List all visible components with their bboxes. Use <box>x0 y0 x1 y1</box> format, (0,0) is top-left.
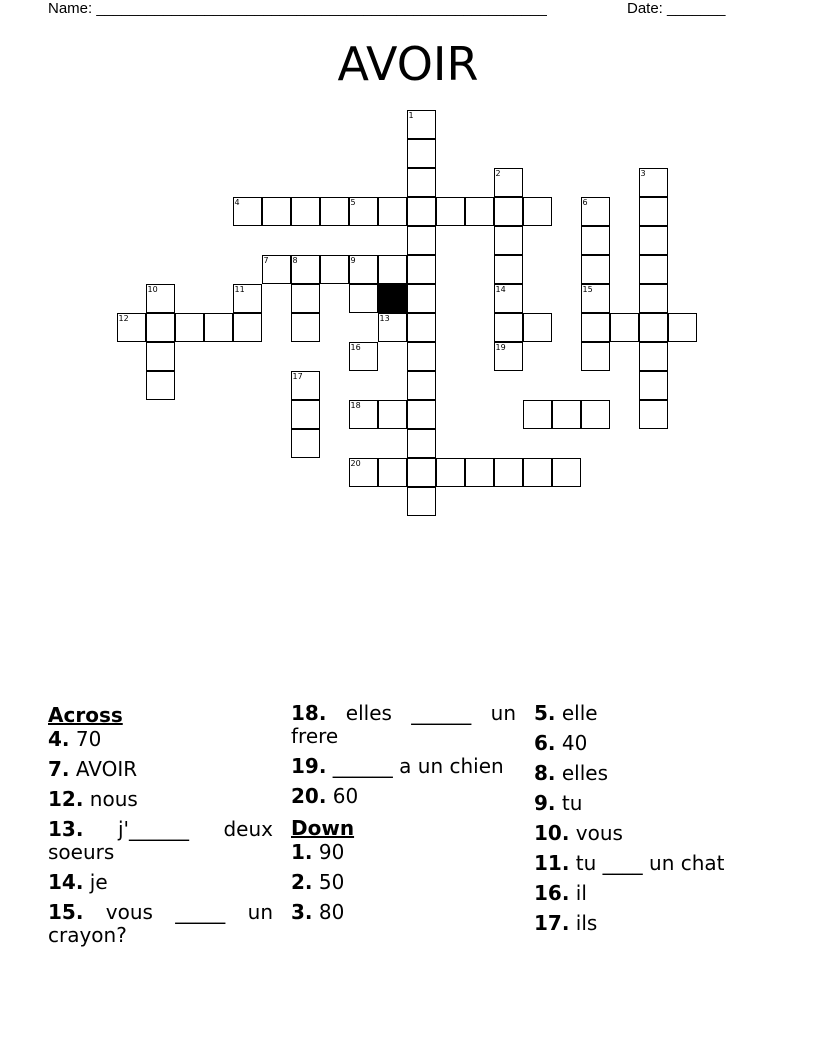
cell-number: 18 <box>350 401 361 410</box>
crossword-cell <box>320 255 349 284</box>
crossword-cell <box>465 197 494 226</box>
clue-text: ils <box>575 911 598 935</box>
cell-number: 6 <box>582 198 588 207</box>
crossword-cell <box>407 139 436 168</box>
crossword-cell <box>581 255 610 284</box>
clue-across-15 <box>48 901 273 947</box>
crossword-cell <box>407 429 436 458</box>
name-field-label: Name: ______________________________________________________ <box>48 0 547 17</box>
clue-text: elles <box>561 761 609 785</box>
clue-text: elles ______ un frere <box>291 701 516 748</box>
clue-text: 50 <box>318 870 345 894</box>
crossword-cell <box>407 284 436 313</box>
clue-text: vous <box>575 821 623 845</box>
page-title: AVOIR <box>337 37 479 91</box>
clue-text: 90 <box>318 840 345 864</box>
cell-number: 4 <box>234 198 240 207</box>
crossword-cell <box>581 284 610 313</box>
clue-number: 14. <box>48 870 84 894</box>
crossword-cell <box>146 313 175 342</box>
clue-down-1 <box>291 841 516 864</box>
clues-column-3 <box>534 702 774 942</box>
clue-number: 6. <box>534 731 556 755</box>
clue-number: 18. <box>291 701 327 725</box>
crossword-cell <box>291 284 320 313</box>
cell-number: 17 <box>292 372 303 381</box>
crossword-cell <box>523 197 552 226</box>
crossword-cell <box>291 313 320 342</box>
clue-text: 80 <box>318 900 345 924</box>
crossword-cell <box>378 458 407 487</box>
crossword-cell <box>349 255 378 284</box>
clue-across-14 <box>48 871 273 894</box>
crossword-cell <box>407 255 436 284</box>
crossword-cell <box>378 197 407 226</box>
clue-text: 70 <box>75 727 102 751</box>
crossword-cell <box>610 313 639 342</box>
cell-number: 14 <box>495 285 506 294</box>
clue-number: 9. <box>534 791 556 815</box>
clue-text: je <box>89 870 108 894</box>
cell-number: 2 <box>495 169 501 178</box>
clue-down-10 <box>534 822 774 845</box>
crossword-cell <box>146 371 175 400</box>
crossword-cell <box>146 284 175 313</box>
crossword-cell <box>668 313 697 342</box>
crossword-cell <box>291 255 320 284</box>
crossword-cell <box>639 313 668 342</box>
crossword-cell <box>204 313 233 342</box>
clue-across-4 <box>48 728 273 751</box>
crossword-cell <box>552 458 581 487</box>
clue-across-19 <box>291 755 516 778</box>
crossword-cell <box>639 255 668 284</box>
down-heading: Down <box>291 816 355 840</box>
clue-down-6 <box>534 732 774 755</box>
crossword-cell <box>465 458 494 487</box>
clue-across-12 <box>48 788 273 811</box>
crossword-cell <box>378 255 407 284</box>
clue-across-20 <box>291 785 516 808</box>
crossword-cell <box>436 197 465 226</box>
crossword-cell <box>378 400 407 429</box>
clue-down-11 <box>534 852 774 875</box>
clue-number: 3. <box>291 900 313 924</box>
clue-number: 11. <box>534 851 570 875</box>
crossword-cell <box>639 284 668 313</box>
crossword-cell <box>407 342 436 371</box>
crossword-cell <box>407 168 436 197</box>
crossword-cell <box>407 313 436 342</box>
clue-text: nous <box>89 787 138 811</box>
cell-number: 11 <box>234 285 245 294</box>
clue-number: 1. <box>291 840 313 864</box>
cell-number: 3 <box>640 169 646 178</box>
cell-number: 8 <box>292 256 298 265</box>
clue-across-18 <box>291 702 516 748</box>
crossword-cell <box>349 284 378 313</box>
cell-number: 5 <box>350 198 356 207</box>
clue-text: tu ____ un chat <box>575 851 725 875</box>
crossword-cell <box>494 458 523 487</box>
clue-number: 20. <box>291 784 327 808</box>
clue-down-9 <box>534 792 774 815</box>
crossword-cell <box>233 197 262 226</box>
crossword-cell <box>494 226 523 255</box>
crossword-cell <box>494 168 523 197</box>
crossword-cell <box>262 197 291 226</box>
cell-number: 13 <box>379 314 390 323</box>
crossword-cell <box>639 400 668 429</box>
crossword-cell <box>262 255 291 284</box>
crossword-cell <box>407 487 436 516</box>
crossword-cell <box>291 429 320 458</box>
clue-text: 40 <box>561 731 588 755</box>
crossword-cell <box>407 371 436 400</box>
crossword-cell <box>523 313 552 342</box>
clue-number: 10. <box>534 821 570 845</box>
clue-across-7 <box>48 758 273 781</box>
cell-number: 1 <box>408 111 414 120</box>
crossword-cell <box>349 342 378 371</box>
cell-number: 20 <box>350 459 361 468</box>
clue-text: ______ a un chien <box>332 754 504 778</box>
crossword-cell <box>523 400 552 429</box>
crossword-cell <box>581 197 610 226</box>
clue-number: 12. <box>48 787 84 811</box>
blocked-cell <box>378 284 407 313</box>
crossword-cell <box>581 313 610 342</box>
cell-number: 10 <box>147 285 158 294</box>
clue-number: 19. <box>291 754 327 778</box>
crossword-cell <box>407 400 436 429</box>
crossword-cell <box>639 342 668 371</box>
clue-text: vous _____ un crayon? <box>48 900 274 947</box>
cell-number: 19 <box>495 343 506 352</box>
crossword-cell <box>146 342 175 371</box>
crossword-cell <box>117 313 146 342</box>
clue-number: 16. <box>534 881 570 905</box>
clues-column-2 <box>291 702 516 931</box>
crossword-cell <box>494 284 523 313</box>
crossword-cell <box>494 342 523 371</box>
cell-number: 16 <box>350 343 361 352</box>
crossword-cell <box>233 284 262 313</box>
crossword-cell <box>233 313 262 342</box>
crossword-cell <box>407 110 436 139</box>
crossword-cell <box>639 371 668 400</box>
crossword-cell <box>378 313 407 342</box>
crossword-cell <box>494 197 523 226</box>
clue-text: elle <box>561 701 598 725</box>
crossword-cell <box>581 342 610 371</box>
crossword-cell <box>523 458 552 487</box>
clue-down-5 <box>534 702 774 725</box>
crossword-cell <box>291 400 320 429</box>
clue-number: 2. <box>291 870 313 894</box>
crossword-cell <box>639 197 668 226</box>
crossword-cell <box>494 255 523 284</box>
clue-down-17 <box>534 912 774 935</box>
cell-number: 7 <box>263 256 269 265</box>
clue-down-2 <box>291 871 516 894</box>
crossword-cell <box>581 226 610 255</box>
crossword-cell <box>639 226 668 255</box>
crossword-cell <box>349 197 378 226</box>
clue-text: tu <box>561 791 583 815</box>
clue-text: AVOIR <box>75 757 138 781</box>
crossword-cell <box>639 168 668 197</box>
clue-text: il <box>575 881 587 905</box>
cell-number: 12 <box>118 314 129 323</box>
crossword-cell <box>175 313 204 342</box>
cell-number: 15 <box>582 285 593 294</box>
clue-number: 5. <box>534 701 556 725</box>
crossword-cell <box>349 400 378 429</box>
crossword-cell <box>407 197 436 226</box>
crossword-cell <box>349 458 378 487</box>
clue-number: 7. <box>48 757 70 781</box>
clue-text: j'______ deux soeurs <box>48 817 273 864</box>
cell-number: 9 <box>350 256 356 265</box>
crossword-cell <box>320 197 349 226</box>
crossword-cell <box>291 197 320 226</box>
crossword-cell <box>494 313 523 342</box>
clue-number: 17. <box>534 911 570 935</box>
crossword-cell <box>581 400 610 429</box>
clue-down-16 <box>534 882 774 905</box>
crossword-cell <box>407 226 436 255</box>
clues-column-1 <box>48 702 273 954</box>
clue-text: 60 <box>332 784 359 808</box>
clue-number: 8. <box>534 761 556 785</box>
crossword-cell <box>291 371 320 400</box>
clue-number: 13. <box>48 817 84 841</box>
clue-number: 15. <box>48 900 84 924</box>
clue-across-13 <box>48 818 273 864</box>
crossword-cell <box>407 458 436 487</box>
date-field-label: Date: _______ <box>627 0 726 17</box>
clue-down-8 <box>534 762 774 785</box>
crossword-cell <box>552 400 581 429</box>
crossword-cell <box>436 458 465 487</box>
clue-down-3 <box>291 901 516 924</box>
across-heading: Across <box>48 703 123 727</box>
clue-number: 4. <box>48 727 70 751</box>
